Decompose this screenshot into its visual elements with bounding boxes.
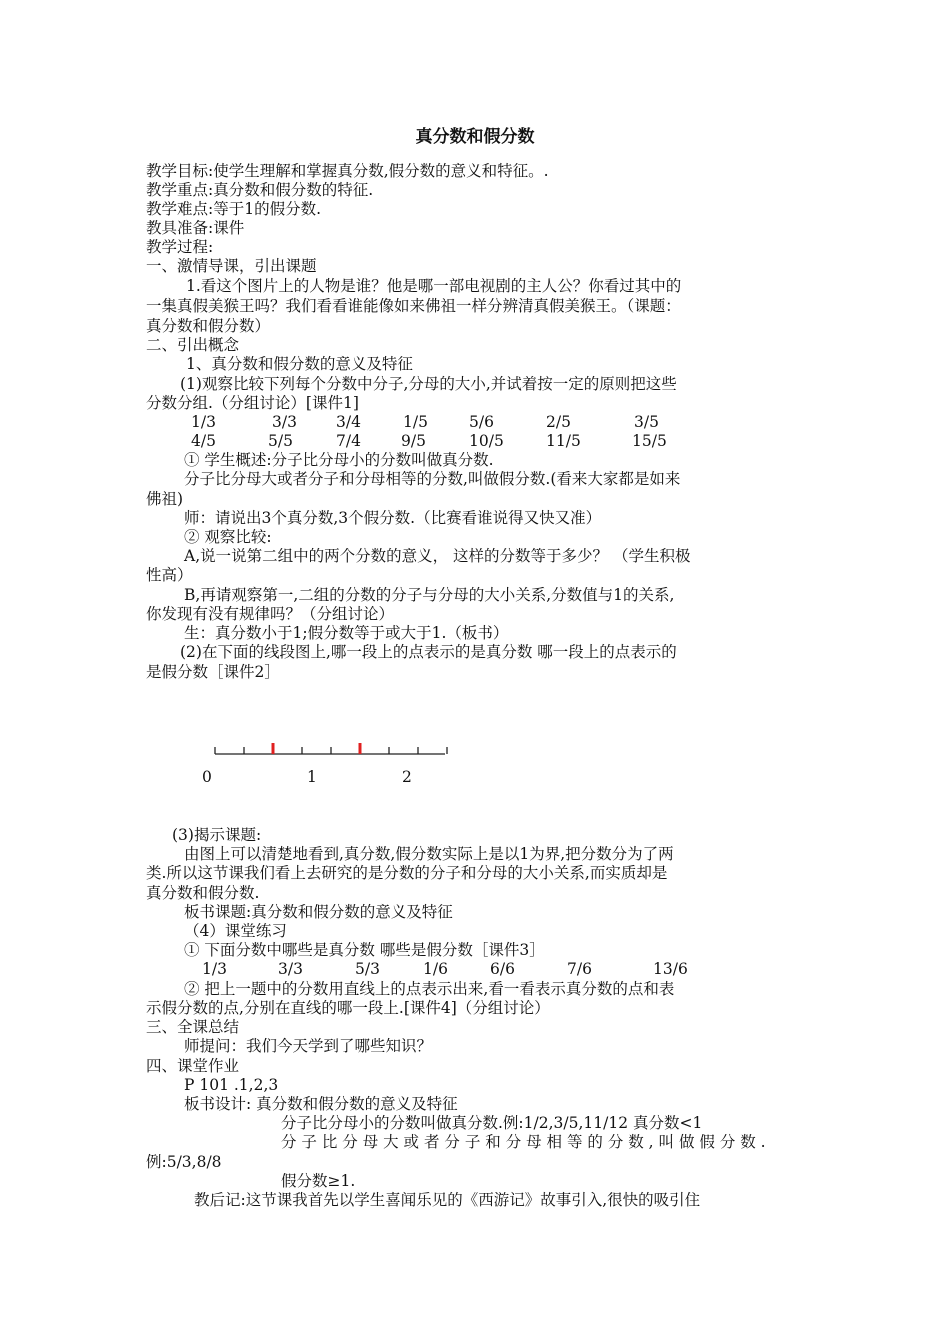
- practice-fraction-row: [0, 960, 950, 980]
- fraction-item: 1/5: [403, 413, 428, 431]
- text-line: 生：真分数小于1;假分数等于或大于1.（板书）: [184, 624, 509, 642]
- fraction-item: 9/5: [401, 432, 426, 450]
- fraction-item: 5/5: [268, 432, 293, 450]
- fraction-item: 4/5: [191, 432, 216, 450]
- fraction-item: 7/4: [336, 432, 361, 450]
- text-line: 佛祖): [146, 490, 184, 508]
- text-line: 师提问：我们今天学到了哪些知识？: [184, 1037, 433, 1055]
- text-line: B,再请观察第一,二组的分数的分子与分母的大小关系,分数值与1的关系,: [184, 586, 675, 604]
- text-line: 教具准备:课件: [146, 219, 245, 237]
- number-line-diagram: [200, 738, 460, 798]
- fraction-item: 5/3: [355, 960, 380, 978]
- text-line: A,说一说第二组中的两个分数的意义， 这样的分数等于多少？ （学生积极: [184, 547, 691, 565]
- fraction-item: 3/5: [634, 413, 659, 431]
- text-line: 分子比分母大或者分子和分母相等的分数,叫做假分数.(看来大家都是如来: [184, 470, 681, 488]
- text-line: 教学过程:: [146, 238, 214, 256]
- fraction-item: 1/6: [423, 960, 448, 978]
- text-line: 教后记:这节课我首先以学生喜闻乐见的《西游记》故事引入,很快的吸引住: [194, 1191, 701, 1209]
- fraction-item: 1/3: [191, 413, 216, 431]
- text-line: 是假分数［课件2］: [146, 663, 280, 681]
- text-line: 分 子 比 分 母 大 或 者 分 子 和 分 母 相 等 的 分 数 , 叫 做 假 分 数 .: [281, 1133, 766, 1151]
- text-line: 性高）: [146, 566, 193, 584]
- text-line: (1)观察比较下列每个分数中分子,分母的大小,并试着按一定的原则把这些: [180, 375, 677, 393]
- number-line: [200, 738, 460, 762]
- text-line: 分数分组.（分组讨论）[课件1]: [146, 394, 359, 412]
- fraction-item: 3/3: [278, 960, 303, 978]
- text-line: 真分数和假分数）: [146, 317, 271, 335]
- text-line: 假分数≥1.: [281, 1172, 356, 1190]
- text-line: 教学难点:等于1的假分数.: [146, 200, 322, 218]
- fraction-row-2: [0, 432, 950, 452]
- text-line: (2)在下面的线段图上,哪一段上的点表示的是真分数 哪一段上的点表示的: [180, 643, 677, 661]
- number-line-label-2: 2: [402, 768, 412, 786]
- text-line: 类.所以这节课我们看上去研究的是分数的分子和分母的大小关系,而实质却是: [146, 864, 668, 882]
- text-line: P 101 .1,2,3: [184, 1076, 279, 1094]
- fraction-item: 15/5: [632, 432, 667, 450]
- section-heading: 二、引出概念: [146, 336, 240, 354]
- text-line: 板书课题:真分数和假分数的意义及特征: [184, 903, 453, 921]
- text-line: 教学目标:使学生理解和掌握真分数,假分数的意义和特征。.: [146, 162, 549, 180]
- fraction-item: 13/6: [653, 960, 688, 978]
- text-line: 一集真假美猴王吗？我们看看谁能像如来佛祖一样分辨清真假美猴王。（课题：: [146, 297, 681, 315]
- fraction-item: 6/6: [490, 960, 515, 978]
- text-line: 真分数和假分数.: [146, 884, 260, 902]
- text-line: ② 观察比较:: [184, 528, 272, 546]
- text-line: 示假分数的点,分别在直线的哪一段上.[课件4]（分组讨论）: [146, 999, 550, 1017]
- text-line: 教学重点:真分数和假分数的特征.: [146, 181, 374, 199]
- document-title: 真分数和假分数: [415, 127, 535, 147]
- fraction-item: 10/5: [469, 432, 504, 450]
- text-line: （4）课堂练习: [184, 922, 287, 940]
- fraction-item: 11/5: [546, 432, 581, 450]
- section-heading: 三、全课总结: [146, 1018, 240, 1036]
- text-line: ② 把上一题中的分数用直线上的点表示出来,看一看表示真分数的点和表: [184, 980, 675, 998]
- number-line-label-1: 1: [307, 768, 317, 786]
- text-line: 1.看这个图片上的人物是谁？他是哪一部电视剧的主人公？你看过其中的: [186, 277, 682, 295]
- number-line-label-0: 0: [202, 768, 212, 786]
- fraction-item: 2/5: [546, 413, 571, 431]
- text-line: ① 学生概述:分子比分母小的分数叫做真分数.: [184, 451, 494, 469]
- text-line: ① 下面分数中哪些是真分数 哪些是假分数［课件3］: [184, 941, 545, 959]
- fraction-item: 1/3: [202, 960, 227, 978]
- fraction-item: 5/6: [469, 413, 494, 431]
- text-line: 分子比分母小的分数叫做真分数.例:1/2,3/5,11/12 真分数<1: [281, 1114, 703, 1132]
- fraction-row-1: [0, 413, 950, 433]
- text-line: 由图上可以清楚地看到,真分数,假分数实际上是以1为界,把分数分为了两: [184, 845, 674, 863]
- text-line: (3)揭示课题:: [172, 826, 262, 844]
- text-line: 1、真分数和假分数的意义及特征: [186, 355, 413, 373]
- section-heading: 四、课堂作业: [146, 1057, 240, 1075]
- text-line: 你发现有没有规律吗？（分组讨论）: [146, 605, 395, 623]
- text-line: 例:5/3,8/8: [146, 1153, 222, 1171]
- fraction-item: 3/3: [272, 413, 297, 431]
- text-line: 板书设计: 真分数和假分数的意义及特征: [184, 1095, 458, 1113]
- section-heading: 一、激情导课，引出课题: [146, 257, 317, 275]
- fraction-item: 3/4: [336, 413, 361, 431]
- fraction-item: 7/6: [567, 960, 592, 978]
- text-line: 师：请说出3个真分数,3个假分数.（比赛看谁说得又快又准）: [184, 509, 602, 527]
